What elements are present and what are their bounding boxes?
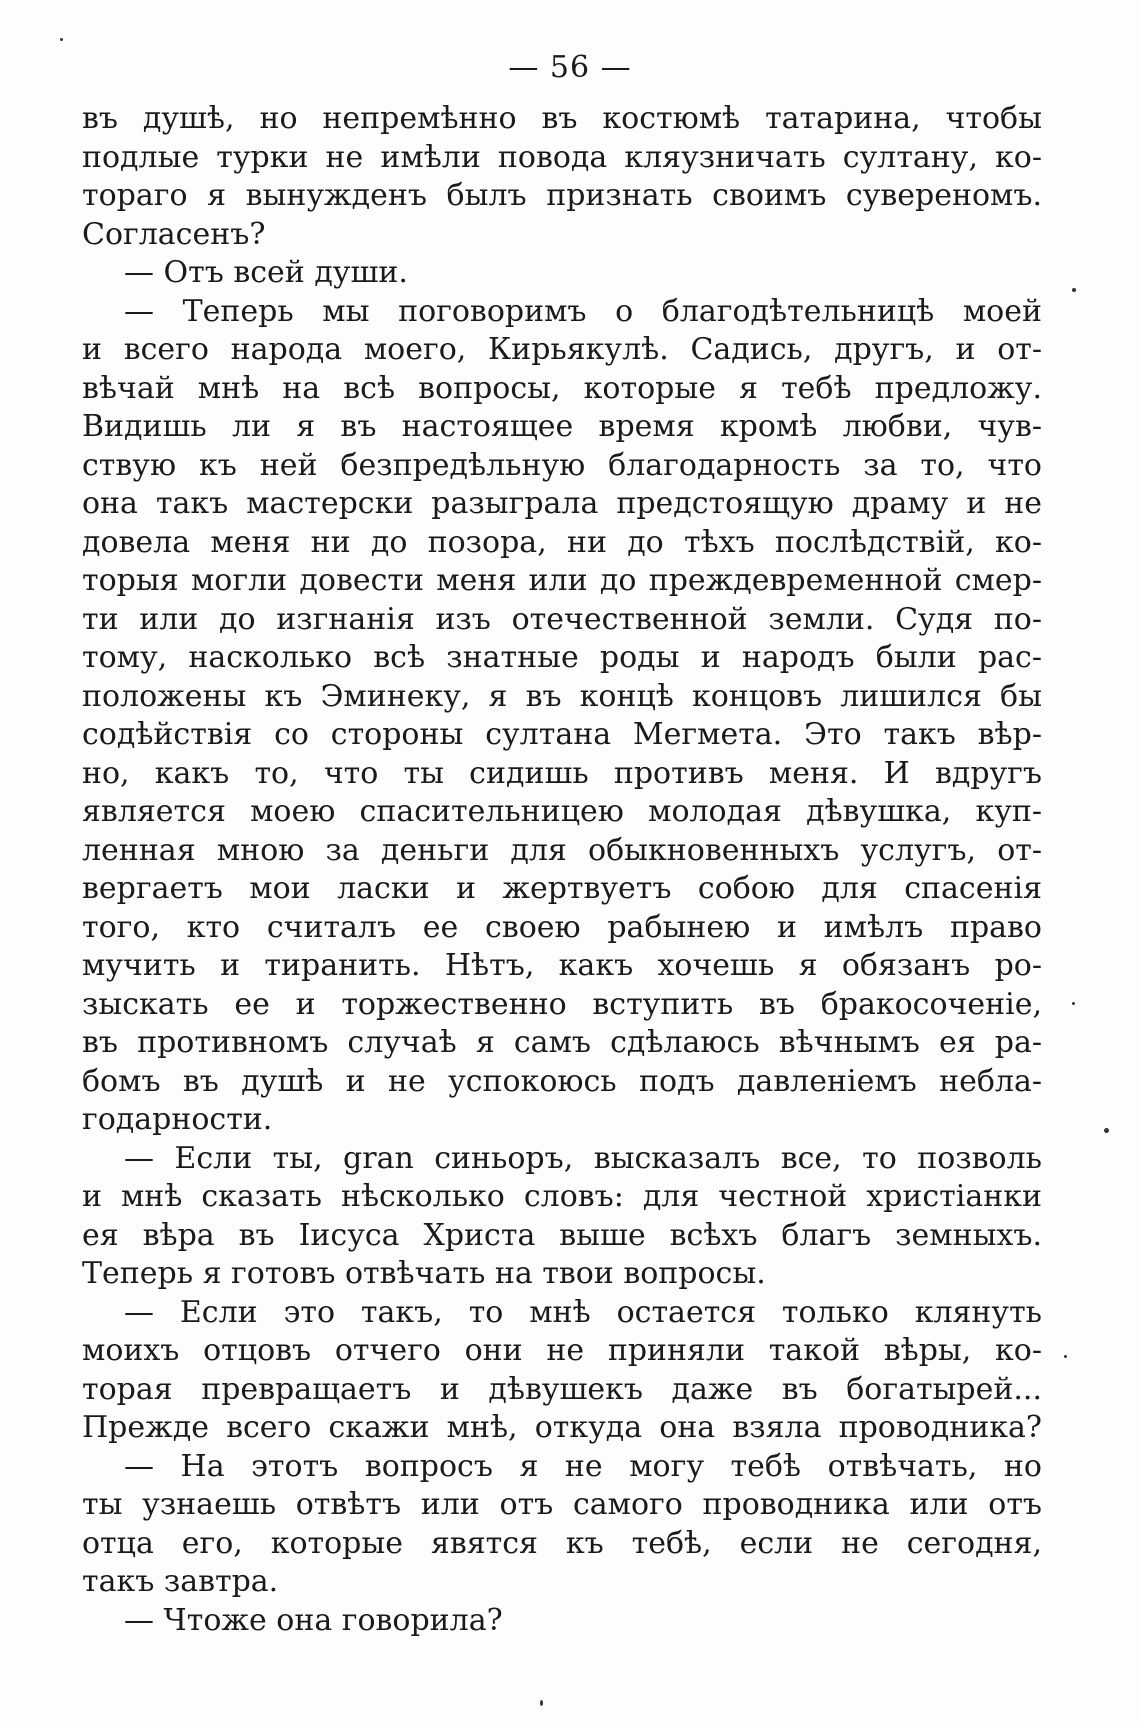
text-line: ти или до изгнанія изъ отечественной земли. Судя по- [82, 601, 1042, 637]
text-line: и мнѣ сказать нѣсколько словъ: для честной христіанки [82, 1179, 1042, 1214]
text-line: но, какъ то, что ты сидишь противъ меня. И вдругъ [82, 755, 1042, 791]
scan-speck [1104, 1128, 1109, 1133]
text-line: Согласенъ? [82, 216, 266, 252]
text-line: годарности. [82, 1102, 273, 1137]
text-line: торыя могли довести меня или до преждевременной смер- [82, 563, 1042, 598]
text-line: Теперь я готовъ отвѣчать на твои вопросы. [82, 1256, 766, 1291]
text-line: ленная мною за деньги для обыкновенныхъ услугъ, от- [82, 832, 1042, 868]
text-line: моихъ отцовъ отчего они не приняли такой вѣры, ко- [82, 1333, 1042, 1368]
text-line: тому, насколько всѣ знатные роды и народъ были рас- [82, 640, 1042, 675]
text-line: въ душѣ, но непремѣнно въ костюмѣ татарина, чтобы [82, 101, 1042, 136]
text-line: Видишь ли я въ настоящее время кромѣ любви, чув- [82, 409, 1042, 444]
text-line: — Теперь мы поговоримъ о благодѣтельницѣ моей [124, 293, 1042, 329]
text-line: въ противномъ случаѣ я самъ сдѣлаюсь вѣчнымъ ея ра- [82, 1025, 1042, 1060]
text-line: положены къ Эминеку, я въ концѣ концовъ лишился бы [82, 678, 1042, 714]
text-line: является моею спасительницею молодая дѣвушка, куп- [82, 794, 1042, 829]
text-line: бомъ въ душѣ и не успокоюсь подъ давленіемъ небла- [82, 1063, 1042, 1099]
text-line: содѣйствія со стороны султана Мегмета. Это такъ вѣр- [82, 717, 1042, 752]
text-line: вѣчай мнѣ на всѣ вопросы, которые я тебѣ предложу. [82, 370, 1042, 406]
text-line: довела меня ни до позора, ни до тѣхъ послѣдствій, ко- [82, 524, 1042, 560]
text-line: — На этотъ вопросъ я не могу тебѣ отвѣчать, но [124, 1448, 1042, 1484]
scan-speck [1072, 288, 1076, 292]
text-line: — Если ты, gran синьоръ, высказалъ все, то позволь [124, 1140, 1042, 1176]
text-line: подлые турки не имѣли повода кляузничать султану, ко- [82, 139, 1042, 175]
text-line: отца его, которые явятся къ тебѣ, если не сегодня, [82, 1525, 1042, 1561]
text-line: тораго я вынужденъ былъ признать своимъ сувереномъ. [82, 178, 1042, 213]
page-number: — 56 — [508, 50, 632, 85]
text-line: Прежде всего скажи мнѣ, откуда она взяла проводника? [82, 1410, 1042, 1445]
page-text [82, 100, 1042, 1640]
text-line: мучить и тиранить. Нѣтъ, какъ хочешь я обязанъ ро- [82, 948, 1042, 983]
scan-speck [1072, 1002, 1075, 1005]
text-line: ея вѣра въ Іисуса Христа выше всѣхъ благъ земныхъ. [82, 1217, 1042, 1253]
text-line: — Чтоже она говорила? [124, 1602, 503, 1638]
scan-speck [60, 38, 63, 41]
scan-speck [1064, 1355, 1067, 1358]
text-line: она такъ мастерски разыграла предстоящую драму и не [82, 486, 1042, 521]
text-line: вергаетъ мои ласки и жертвуетъ собою для спасенія [82, 871, 1042, 906]
text-line: такъ завтра. [82, 1564, 279, 1599]
scan-speck [540, 1700, 543, 1706]
text-line: и всего народа моего, Кирьякулѣ. Садись, другъ, и от- [82, 332, 1042, 367]
text-line: ты узнаешь отвѣтъ или отъ самого проводника или отъ [82, 1487, 1042, 1522]
text-line: ствую къ ней безпредѣльную благодарность за то, что [82, 447, 1042, 483]
text-line: того, кто считалъ ее своею рабынею и имѣлъ право [82, 909, 1042, 945]
text-line: зыскать ее и торжественно вступить въ бракосоченіе, [82, 986, 1042, 1022]
text-line: торая превращаетъ и дѣвушекъ даже въ богатырей... [82, 1371, 1042, 1407]
text-line: — Отъ всей души. [124, 255, 408, 290]
text-line: — Если это такъ, то мнѣ остается только клянуть [124, 1294, 1042, 1330]
